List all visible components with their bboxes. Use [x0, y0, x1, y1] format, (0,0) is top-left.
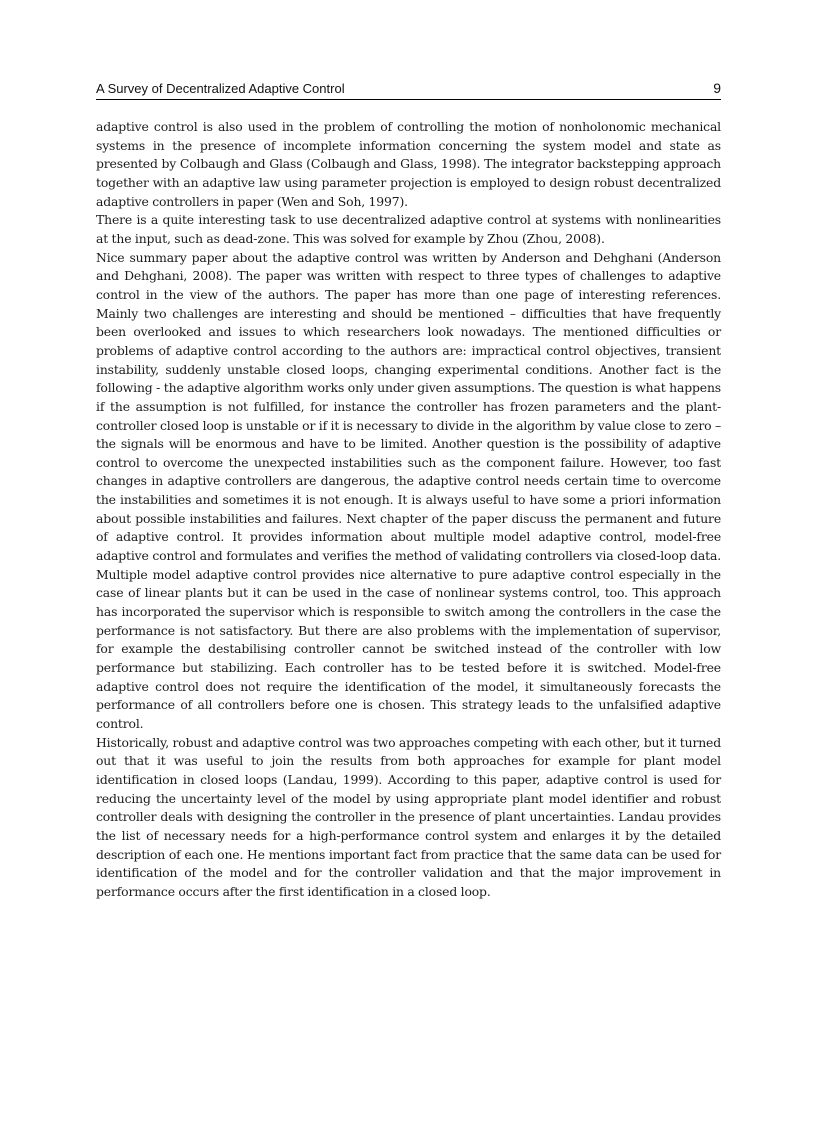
document-page: [96, 0, 721, 1123]
paragraph-2: There is a quite interesting task to use decentralized adaptive control at systems with nonlinearities at the input, such as dead-zone. This was solved for example by Zhou (Zhou, 2008).: [96, 212, 721, 246]
running-header: [96, 79, 721, 100]
paragraph-4: Historically, robust and adaptive control was two approaches competing with each other, but it turned out that it was useful to join the results from both approaches for example for plant model identification in closed loops (Landau, 1999). According to this paper, adaptive control is used for reducing the uncertainty level of the model by using appropriate plant model identifier and robust controller deals with designing the controller in the presence of plant uncertainties. Landau provides the list of necessary needs for a high-performance control system and enlarges it by the detailed description of each one. He mentions important fact from practice that the same data can be used for identification of the model and for the controller validation and that the major improvement in performance occurs after the first identification in a closed loop.: [96, 734, 722, 899]
paragraph-1: adaptive control is also used in the problem of controlling the motion of nonholonomic mechanical systems in the presence of incomplete information concerning the system model and state as presented by Colbaugh and Glass (Colbaugh and Glass, 1998). The integrator backstepping approach together with an adaptive law using parameter projection is employed to design robust decentralized adaptive controllers in paper (Wen and Soh, 1997).: [96, 119, 721, 209]
page-number: 9: [713, 80, 721, 96]
body-text: [96, 118, 721, 902]
header-title: A Survey of Decentralized Adaptive Control: [96, 81, 345, 96]
paragraph-3: Nice summary paper about the adaptive control was written by Anderson and Dehghani (Anderson and Dehghani, 2008). The paper was written with respect to three types of challenges to adaptive control in the view of the authors. The paper has more than one page of interesting references. Mainly two challenges are interesting and should be mentioned – difficulties that have frequently been overlooked and issues to which researchers look nowadays. The mentioned difficulties or problems of adaptive control according to the authors are: impractical control objectives, transient instability, suddenly unstable closed loops, changing experimental conditions. Another fact is the following - the adaptive algorithm works only under given assumptions. The question is what happens if the assumption is not fulfilled, for instance the controller has frozen parameters and the plant-controller closed loop is unstable or if it is necessary to divide in the algorithm by value close to zero – the signals will be enormous and have to be limited. Another question is the possibility of adaptive control to overcome the unexpected instabilities such as the component failure. However, too fast changes in adaptive controllers are dangerous, the adaptive control needs certain time to overcome the instabilities and sometimes it is not enough. It is always useful to have some a priori information about possible instabilities and failures. Next chapter of the paper discuss the permanent and future of adaptive control. It provides information about multiple model adaptive control, model-free adaptive control and formulates and verifies the method of validating controllers via closed-loop data. Multiple model adaptive control provides nice alternative to pure adaptive control especially in the case of linear plants but it can be used in the case of nonlinear systems control, too. This approach has incorporated the supervisor which is responsible to switch among the controllers in the case the performance is not satisfactory. But there are also problems with the implementation of supervisor, for example the destabilising controller cannot be switched instead of the controller with low performance but stabilizing. Each controller has to be tested before it is switched. Model-free adaptive control does not require the identification of the model, it simultaneously forecasts the performance of all controllers before one is chosen. This strategy leads to the unfalsified adaptive control.: [96, 249, 721, 731]
